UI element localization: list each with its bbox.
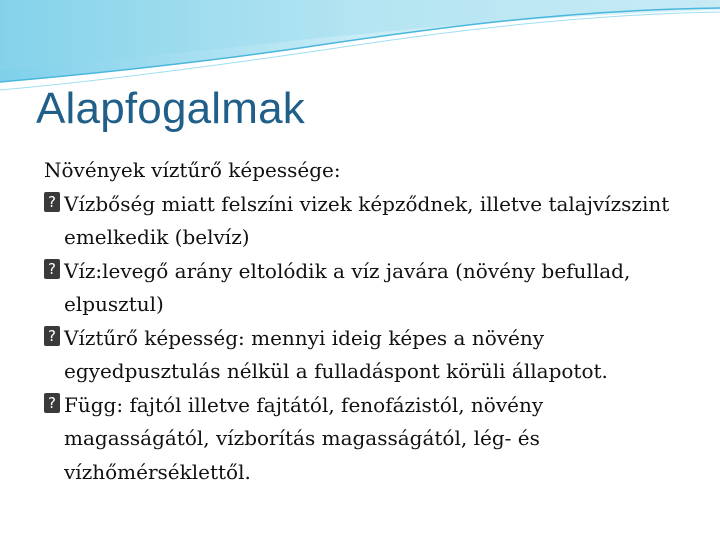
bullet-marker-icon: ? bbox=[44, 192, 60, 212]
bullet-marker-icon: ? bbox=[44, 393, 60, 413]
bullet-marker-icon: ? bbox=[44, 259, 60, 279]
bullet-item bbox=[44, 389, 694, 490]
bullet-text: Víztűrő képesség: mennyi ideig képes a növény egyedpusztulás nélkül a fulladáspont körüli állapotot. bbox=[64, 325, 608, 383]
bullet-text: Függ: fajtól illetve fajtától, fenofázistól, növény magasságától, vízborítás magasságától, lég- és vízhőmérséklettől. bbox=[64, 392, 544, 484]
intro-text: Növények víztűrő képessége: bbox=[44, 158, 341, 182]
bullet-item bbox=[44, 322, 694, 389]
bullet-item bbox=[44, 255, 694, 322]
bullet-text: Vízbőség miatt felszíni vizek képződnek, illetve talajvízszint emelkedik (belvíz) bbox=[64, 191, 670, 249]
slide-content bbox=[44, 154, 694, 489]
bullet-text: Víz:levegő arány eltolódik a víz javára (növény befullad, elpusztul) bbox=[64, 258, 631, 316]
bullet-list bbox=[44, 188, 694, 490]
slide-title: Alapfogalmak bbox=[36, 84, 305, 133]
bullet-marker-icon: ? bbox=[44, 326, 60, 346]
bullet-item bbox=[44, 188, 694, 255]
